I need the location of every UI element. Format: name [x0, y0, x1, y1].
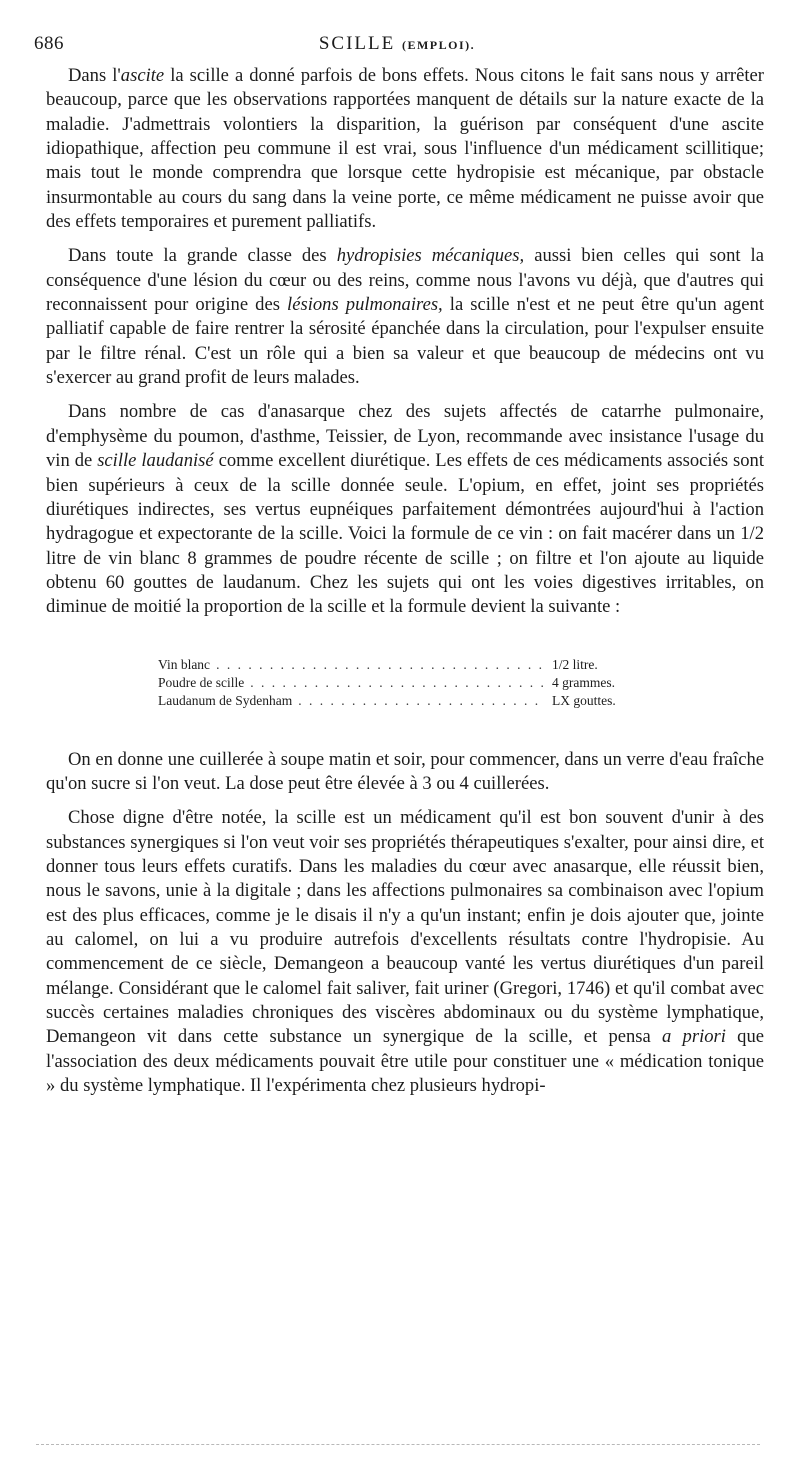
- text-run: Chose digne d'être notée, la scille est un médicament qu'il est bon souvent d'unir à des substances synergiques si l'on veut voir ses propriétés thérapeutiques s'exalter, pour ainsi dire, et donner tous leurs effets curatifs. Dans les maladies du cœur avec anasarque, elle réussit bien, nous le savons, unie à la digitale ; dans les affections pulmonaires sa combinaison avec l'opium est des plus efficaces, comme je le disais il n'y a qu'un instant; enfin je dois ajouter que, jointe au calomel, on lui a vu produire autrefois d'excellents résultats contre l'hydropisie. Au commencement de ce siècle, Demangeon a beaucoup vanté les vertus diurétiques d'un pareil mélange. Considérant que le calomel fait saliver, fait uriner (Gregori, 1746) et qu'il combat avec succès certaines maladies chroniques des viscères abdominaux ou du système lymphatique, Demangeon vit dans cette substance un synergique de la scille, et pensa: [46, 807, 764, 1048]
- leader-dots: [250, 674, 546, 692]
- paragraph-ascite: [46, 64, 764, 234]
- page-number: 686: [34, 33, 64, 54]
- italic-term: a priori: [662, 1026, 726, 1048]
- italic-term: ascite: [120, 65, 165, 86]
- text-run: Dans l': [68, 65, 121, 86]
- running-head: [34, 33, 760, 55]
- leader-dots: [216, 656, 546, 674]
- paragraph-synergie: [46, 806, 764, 1098]
- running-subtitle: (EMPLOI).: [401, 38, 476, 52]
- paragraph-anasarque: [46, 400, 764, 619]
- text-run: que l'association des deux médicaments pouvait être utile pour constituer une « médication tonique » du système lymphatique. Il l'expérimenta chez plusieurs hydropi-: [46, 1026, 765, 1097]
- text-run: Dans toute la grande classe des: [68, 245, 337, 267]
- formula-row: [158, 674, 638, 692]
- text-run: aussi bien celles qui sont la conséquence d'une lésion du cœur ou des reins, comme nous l'avons vu déjà, que d'autres qui reconnaissent pour origine des: [46, 245, 764, 316]
- footer-rule: [36, 1444, 760, 1445]
- formula-ingredient: Vin blanc: [158, 656, 211, 672]
- italic-term: lésions pulmonaires,: [287, 294, 443, 316]
- text-run: Dans nombre de cas d'anasarque chez des sujets affectés de catarrhe pulmonaire, d'emphysème du poumon, d'asthme, Teissier, de Lyon, recommande avec insistance l'usage du vin de: [46, 401, 764, 472]
- leader-dots: [298, 692, 546, 710]
- formula-quantity: 4 grammes.: [552, 674, 615, 690]
- formula-quantity: LX gouttes.: [552, 692, 616, 708]
- formula-ingredient: Laudanum de Sydenham: [158, 692, 293, 708]
- formula-quantity: 1/2 litre.: [552, 656, 598, 672]
- paragraph-hydropisies: [46, 244, 764, 390]
- italic-term: hydropisies mécaniques,: [336, 245, 525, 267]
- formula-row: [158, 656, 638, 674]
- text-run: comme excellent diurétique. Les effets de ces médicaments associés sont bien supérieurs à ceux de la scille donnée seule. L'opium, en effet, joint ses propriétés diurétiques indirectes, ses vertus eupnéiques parfaitement démontrées aujourd'hui à l'action hydragogue et expectorante de la scille. Voici la formule de ce vin : on fait macérer dans un 1/2 litre de vin blanc 8 grammes de poudre récente de scille ; on filtre et l'on ajoute au liquide obtenu 60 gouttes de laudanum. Chez les sujets qui ont les voies digestives irritables, on diminue de moitié la proportion de la scille et la formule devient la suivante :: [46, 450, 764, 618]
- text-run: la scille n'est et ne peut être qu'un agent palliatif capable de faire rentrer la sérosité épanchée dans la circulation, pour l'expulser ensuite par le filtre rénal. C'est un rôle qui a bien sa valeur et que beaucoup de médecins ont vu s'exercer au grand profit de leurs malades.: [46, 294, 764, 389]
- formula-row: [158, 692, 638, 710]
- formula-table: [158, 656, 638, 710]
- formula-ingredient: Poudre de scille: [158, 674, 245, 690]
- text-run: la scille a donné parfois de bons effets. Nous citons le fait sans nous y arrêter beaucoup, parce que les observations rapportées manquent de détails sur la nature exacte de la maladie. J'admettrais volontiers la disparition, la guérison par conséquent d'une ascite idiopathique, affection peu commune il est vrai, sous l'influence d'un médicament scillitique; mais tout le monde comprendra que lorsque cette hydropisie est mécanique, par obstacle insurmontable au cours du sang dans la veine porte, ce même médicament ne puisse avoir que des effets temporaires et purement palliatifs.: [46, 65, 764, 233]
- page-header: [34, 33, 760, 57]
- paragraph-dosage: On en donne une cuillerée à soupe matin et soir, pour commencer, dans un verre d'eau fraîche qu'on sucre si l'on veut. La dose peut être élevée à 3 ou 4 cuillerées.: [46, 748, 764, 794]
- running-title: SCILLE: [318, 33, 396, 54]
- page-body: [46, 64, 764, 1098]
- italic-term: scille laudanisé: [97, 450, 214, 472]
